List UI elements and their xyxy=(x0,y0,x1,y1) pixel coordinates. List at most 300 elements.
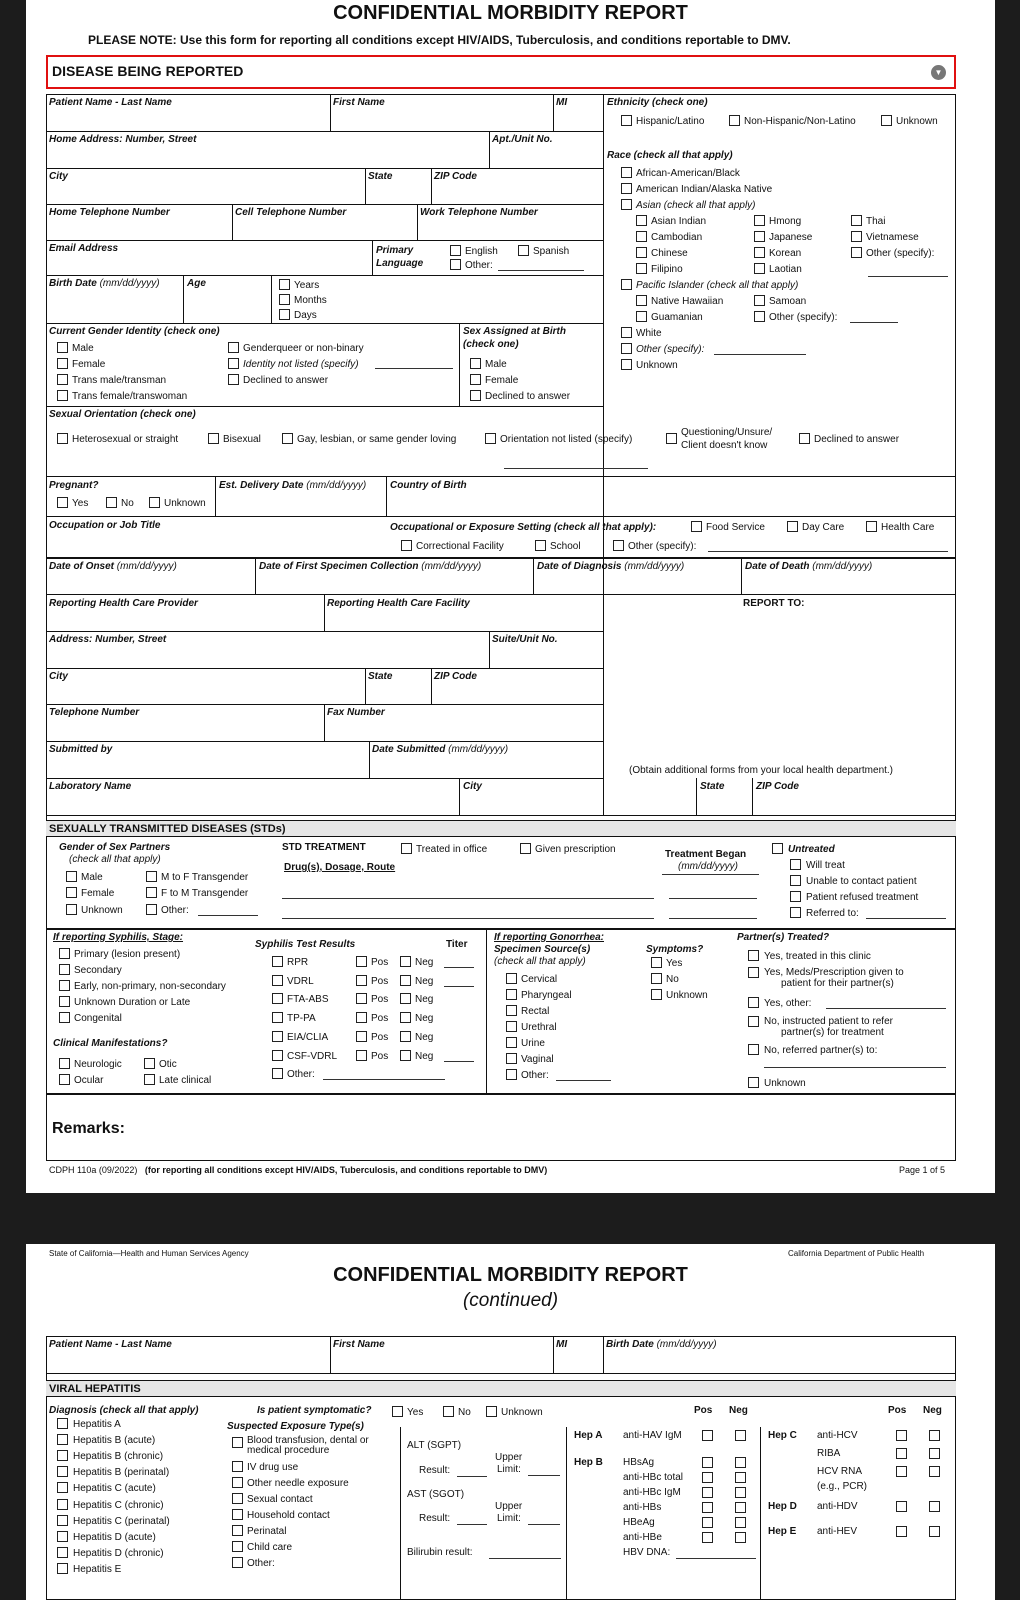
alt-result-label: Result: xyxy=(419,1465,451,1476)
race-black-checkbox[interactable] xyxy=(621,167,632,178)
apt-label: Apt./Unit No. xyxy=(492,134,553,145)
symp-yes-checkbox[interactable] xyxy=(651,957,662,968)
test-vdrl-titer-field[interactable] xyxy=(444,986,474,987)
death-date-label: Date of Death xyxy=(745,561,813,572)
clin-late-label: Late clinical xyxy=(159,1075,212,1086)
p2-birth-date-format: (mm/dd/yyyy) xyxy=(656,1339,717,1350)
page-2-subtitle: (continued) xyxy=(462,1290,559,1311)
sex-male-checkbox[interactable] xyxy=(470,358,481,369)
diag-hepatitis-b-perinatal-checkbox[interactable] xyxy=(57,1466,68,1477)
drugs-label: Drug(s), Dosage, Route xyxy=(284,862,396,873)
pt-clinic-checkbox[interactable] xyxy=(748,950,759,961)
asian-indian-checkbox[interactable] xyxy=(636,215,647,226)
exp-daycare-checkbox[interactable] xyxy=(787,521,798,532)
race-other-checkbox[interactable] xyxy=(621,343,632,354)
hepb-anti-hbc-total-neg-checkbox[interactable] xyxy=(735,1472,746,1483)
gender-transmale-checkbox[interactable] xyxy=(57,374,68,385)
spec-urethral-checkbox[interactable] xyxy=(506,1021,517,1032)
pacific-samoan-label: Samoan xyxy=(769,296,807,307)
orient-questioning-label: Questioning/Unsure/ xyxy=(681,427,773,438)
test-csf-vdrl-neg-checkbox[interactable] xyxy=(400,1050,411,1061)
exp-sexual-contact-checkbox[interactable] xyxy=(232,1493,243,1504)
p2-symp-no-checkbox[interactable] xyxy=(443,1406,454,1417)
asian-chinese-checkbox[interactable] xyxy=(636,247,647,258)
exp-food-checkbox[interactable] xyxy=(691,521,702,532)
diag-hepatitis-c-acute-checkbox[interactable] xyxy=(57,1482,68,1493)
age-days-checkbox[interactable] xyxy=(279,309,290,320)
p2-birth-date-label: Birth Date xyxy=(606,1339,657,1350)
test-other-label: Other: xyxy=(287,1069,315,1081)
orient-hetero-label: Heterosexual or straight xyxy=(72,434,179,445)
orient-notlisted-checkbox[interactable] xyxy=(485,433,496,444)
provider-city-label: City xyxy=(49,671,68,682)
exp-child-care-checkbox[interactable] xyxy=(232,1541,243,1552)
pt-unknown-checkbox[interactable] xyxy=(748,1077,759,1088)
std-treatment-label: STD TREATMENT xyxy=(282,842,366,853)
pt-referred-checkbox[interactable] xyxy=(748,1044,759,1055)
p2-symp-unknown-checkbox[interactable] xyxy=(486,1406,497,1417)
ast-upper-label: Upper xyxy=(495,1501,523,1512)
preg-yes-checkbox[interactable] xyxy=(57,497,68,508)
hepa-anti-hav-igm-neg-checkbox[interactable] xyxy=(735,1430,746,1441)
lang-other-checkbox[interactable] xyxy=(450,259,461,270)
race-asian-label: Asian (check all that apply) xyxy=(636,200,756,211)
hepb-anti-hbs-neg-checkbox[interactable] xyxy=(735,1502,746,1513)
stage-secondary-label: Secondary xyxy=(74,965,122,976)
diag-hepatitis-c-acute-label: Hepatitis C (acute) xyxy=(73,1483,156,1495)
hepc-anti-hcv-pos-checkbox[interactable] xyxy=(896,1430,907,1441)
diag-hepatitis-c-perinatal-label: Hepatitis C (perinatal) xyxy=(73,1515,170,1527)
stage-primary-checkbox[interactable] xyxy=(59,948,70,959)
partner-male-label: Male xyxy=(81,872,103,883)
partner-other-checkbox[interactable] xyxy=(146,904,157,915)
test-rpr-neg-checkbox[interactable] xyxy=(400,956,411,967)
hep-diagnosis-label: Diagnosis (check all that apply) xyxy=(49,1405,199,1416)
clin-neuro-checkbox[interactable] xyxy=(59,1058,70,1069)
age-years-label: Years xyxy=(294,280,320,291)
race-native-label: American Indian/Alaska Native xyxy=(636,184,773,195)
form-page-2 xyxy=(26,1244,995,1600)
diag-hepatitis-d-chronic-checkbox[interactable] xyxy=(57,1547,68,1558)
race-native-checkbox[interactable] xyxy=(621,183,632,194)
partner-female-checkbox[interactable] xyxy=(66,887,77,898)
p2-symp-unknown-label: Unknown xyxy=(501,1407,543,1418)
chevron-down-icon: ▼ xyxy=(931,65,946,80)
test-other-checkbox[interactable] xyxy=(272,1068,283,1079)
pt-instructed-checkbox[interactable] xyxy=(748,1016,759,1027)
diagnosis-date-format: (mm/dd/yyyy) xyxy=(624,561,685,572)
page-number: Page 1 of 5 xyxy=(899,1165,946,1175)
pacific-guamanian-checkbox[interactable] xyxy=(636,311,647,322)
page-2-title: CONFIDENTIAL MORBIDITY REPORT xyxy=(333,1264,688,1286)
p2-neg-header-2: Neg xyxy=(923,1405,942,1416)
asian-thai-checkbox[interactable] xyxy=(851,215,862,226)
hepb-anti-hbe-label: anti-HBe xyxy=(623,1532,662,1543)
p2-symp-no-label: No xyxy=(458,1407,471,1418)
titer-label: Titer xyxy=(446,939,468,950)
stage-late-checkbox[interactable] xyxy=(59,996,70,1007)
exp-other-checkbox[interactable] xyxy=(232,1557,243,1568)
delivery-date-format: (mm/dd/yyyy) xyxy=(306,480,367,491)
asian-vietnamese-label: Vietnamese xyxy=(866,232,919,243)
occupation-label: Occupation or Job Title xyxy=(49,520,161,531)
report-to-label: REPORT TO: xyxy=(743,598,805,609)
suite-label: Suite/Unit No. xyxy=(492,634,558,645)
facility-label: Reporting Health Care Facility xyxy=(327,598,470,609)
exp-child-care-label: Child care xyxy=(247,1542,293,1553)
test-tp-pa-checkbox[interactable] xyxy=(272,1012,283,1023)
diag-hepatitis-b-acute-checkbox[interactable] xyxy=(57,1434,68,1445)
pt-referred-label: No, referred partner(s) to: xyxy=(764,1045,878,1056)
exp-blood-checkbox[interactable] xyxy=(232,1437,243,1448)
race-pacific-checkbox[interactable] xyxy=(621,279,632,290)
test-rpr-label: RPR xyxy=(287,957,309,968)
exp-iv-drug-use-checkbox[interactable] xyxy=(232,1461,243,1472)
pt-meds-checkbox[interactable] xyxy=(748,967,759,978)
gender-nonbinary-checkbox[interactable] xyxy=(228,342,239,353)
asian-other-checkbox[interactable] xyxy=(851,247,862,258)
spec-cervical-label: Cervical xyxy=(521,974,558,985)
pacific-other-checkbox[interactable] xyxy=(754,311,765,322)
partner-mtf-label: M to F Transgender xyxy=(161,872,249,883)
hepb-anti-hbc-total-label: anti-HBc total xyxy=(623,1472,684,1483)
test-eia-clia-neg-checkbox[interactable] xyxy=(400,1031,411,1042)
hepb-anti-hbs-pos-checkbox[interactable] xyxy=(702,1502,713,1513)
will-treat-checkbox[interactable] xyxy=(790,859,801,870)
asian-vietnamese-checkbox[interactable] xyxy=(851,231,862,242)
gender-male-label: Male xyxy=(72,343,94,354)
test-tp-pa-neg-label: Neg xyxy=(415,1013,434,1025)
diag-hepatitis-d-acute-checkbox[interactable] xyxy=(57,1531,68,1542)
partner-ftm-checkbox[interactable] xyxy=(146,887,157,898)
gender-notlisted-checkbox[interactable] xyxy=(228,358,239,369)
hepb-hbsag-pos-checkbox[interactable] xyxy=(702,1457,713,1468)
diag-hepatitis-e-checkbox[interactable] xyxy=(57,1563,68,1574)
cell-phone-label: Cell Telephone Number xyxy=(235,207,347,218)
orient-hetero-checkbox[interactable] xyxy=(57,433,68,444)
hepd-anti-hdv-pos-checkbox[interactable] xyxy=(896,1501,907,1512)
exp-healthcare-label: Health Care xyxy=(881,522,935,533)
pt-clinic-label: Yes, treated in this clinic xyxy=(764,951,871,962)
hepc-riba-neg-checkbox[interactable] xyxy=(929,1448,940,1459)
diag-hepatitis-a-checkbox[interactable] xyxy=(57,1418,68,1429)
test-vdrl-checkbox[interactable] xyxy=(272,975,283,986)
test-csf-vdrl-pos-label: Pos xyxy=(371,1050,389,1062)
hepc-riba-pos-checkbox[interactable] xyxy=(896,1448,907,1459)
sex-female-checkbox[interactable] xyxy=(470,374,481,385)
eth-hispanic-checkbox[interactable] xyxy=(621,115,632,126)
test-tp-pa-pos-checkbox[interactable] xyxy=(356,1012,367,1023)
asian-cambodian-label: Cambodian xyxy=(651,232,703,243)
test-rpr-pos-checkbox[interactable] xyxy=(356,956,367,967)
hepb-anti-hbe-neg-checkbox[interactable] xyxy=(735,1532,746,1543)
lab-zip-label: ZIP Code xyxy=(756,781,799,792)
asian-japanese-label: Japanese xyxy=(769,232,813,243)
lang-english-label: English xyxy=(465,246,498,257)
stage-secondary-checkbox[interactable] xyxy=(59,964,70,975)
partner-male-checkbox[interactable] xyxy=(66,871,77,882)
date-submitted-format: (mm/dd/yyyy) xyxy=(448,744,509,755)
lang-spanish-label: Spanish xyxy=(533,246,570,257)
test-rpr-checkbox[interactable] xyxy=(272,956,283,967)
test-csf-vdrl-pos-checkbox[interactable] xyxy=(356,1050,367,1061)
pacific-hawaiian-checkbox[interactable] xyxy=(636,295,647,306)
race-white-label: White xyxy=(636,328,662,339)
symp-unknown-label: Unknown xyxy=(666,990,708,1001)
test-vdrl-neg-label: Neg xyxy=(415,975,434,987)
asian-filipino-checkbox[interactable] xyxy=(636,263,647,274)
hepb-anti-hbe-pos-checkbox[interactable] xyxy=(702,1532,713,1543)
spec-urethral-label: Urethral xyxy=(521,1022,557,1033)
hbv-dna-field[interactable] xyxy=(676,1558,756,1559)
test-eia-clia-checkbox[interactable] xyxy=(272,1031,283,1042)
hepc-riba-label: RIBA xyxy=(817,1448,841,1459)
gender-identity-label: Current Gender Identity (check one) xyxy=(49,326,220,337)
preg-no-checkbox[interactable] xyxy=(106,497,117,508)
orient-notlisted-label: Orientation not listed (specify) xyxy=(500,434,633,445)
untreated-checkbox[interactable] xyxy=(772,843,783,854)
syphilis-tests-label: Syphilis Test Results xyxy=(255,939,356,950)
asian-korean-checkbox[interactable] xyxy=(754,247,765,258)
p2-first-name-label: First Name xyxy=(333,1339,385,1350)
exp-iv-drug-use-label: IV drug use xyxy=(247,1462,299,1473)
city-label: City xyxy=(49,171,68,182)
race-other-label: Other (specify): xyxy=(636,344,705,355)
clin-late-checkbox[interactable] xyxy=(144,1074,155,1085)
exp-food-label: Food Service xyxy=(706,522,765,533)
test-vdrl-pos-checkbox[interactable] xyxy=(356,975,367,986)
test-fta-abs-pos-checkbox[interactable] xyxy=(356,993,367,1004)
symp-no-label: No xyxy=(666,974,679,985)
referred-to-checkbox[interactable] xyxy=(790,907,801,918)
hepc-hcv-rna-pos-checkbox[interactable] xyxy=(896,1466,907,1477)
test-csf-vdrl-checkbox[interactable] xyxy=(272,1050,283,1061)
asian-laotian-checkbox[interactable] xyxy=(754,263,765,274)
diag-hepatitis-c-chronic-checkbox[interactable] xyxy=(57,1499,68,1510)
test-csf-vdrl-neg-label: Neg xyxy=(415,1050,434,1062)
onset-format: (mm/dd/yyyy) xyxy=(116,561,177,572)
diag-hepatitis-d-acute-label: Hepatitis D (acute) xyxy=(73,1531,156,1543)
alt-label: ALT (SGPT) xyxy=(407,1440,462,1451)
pt-other-checkbox[interactable] xyxy=(748,997,759,1008)
hepb-hbeag-label: HBeAg xyxy=(623,1517,655,1528)
test-rpr-titer-field[interactable] xyxy=(444,967,474,968)
exp-perinatal-checkbox[interactable] xyxy=(232,1525,243,1536)
diag-hepatitis-b-chronic-label: Hepatitis B (chronic) xyxy=(73,1451,164,1463)
hepb-anti-hbc-igm-neg-checkbox[interactable] xyxy=(735,1487,746,1498)
eth-unknown-checkbox[interactable] xyxy=(881,115,892,126)
partner-mtf-checkbox[interactable] xyxy=(146,871,157,882)
hepb-anti-hbc-igm-pos-checkbox[interactable] xyxy=(702,1487,713,1498)
onset-label: Date of Onset xyxy=(49,561,117,572)
spec-other-checkbox[interactable] xyxy=(506,1069,517,1080)
stage-congenital-checkbox[interactable] xyxy=(59,1012,70,1023)
test-fta-abs-neg-checkbox[interactable] xyxy=(400,993,411,1004)
hepe-anti-hev-pos-checkbox[interactable] xyxy=(896,1526,907,1537)
form-page-1 xyxy=(26,0,995,1193)
hepb-hbv-dna-label: HBV DNA: xyxy=(623,1547,671,1558)
exp-blood-label: Blood transfusion, dental or xyxy=(247,1435,369,1446)
stage-early-label: Early, non-primary, non-secondary xyxy=(74,981,226,992)
specimen-label: Specimen Source(s) xyxy=(494,944,591,955)
patient-refused-checkbox[interactable] xyxy=(790,891,801,902)
hepc-anti-hcv-neg-checkbox[interactable] xyxy=(929,1430,940,1441)
test-tp-pa-label: TP-PA xyxy=(287,1013,316,1025)
race-white-checkbox[interactable] xyxy=(621,327,632,338)
gender-transfemale-label: Trans female/transwoman xyxy=(72,391,188,402)
diag-hepatitis-c-perinatal-checkbox[interactable] xyxy=(57,1515,68,1526)
partner-other-label: Other: xyxy=(161,905,189,916)
lang-english-checkbox[interactable] xyxy=(450,245,461,256)
age-years-checkbox[interactable] xyxy=(279,279,290,290)
gender-transfemale-checkbox[interactable] xyxy=(57,390,68,401)
exp-other-needle-exposure-checkbox[interactable] xyxy=(232,1477,243,1488)
symp-no-checkbox[interactable] xyxy=(651,973,662,984)
sex-partners-label-2: (check all that apply) xyxy=(69,854,161,865)
orient-bisexual-checkbox[interactable] xyxy=(208,433,219,444)
asian-japanese-checkbox[interactable] xyxy=(754,231,765,242)
test-tp-pa-neg-checkbox[interactable] xyxy=(400,1012,411,1023)
asian-filipino-label: Filipino xyxy=(651,264,683,275)
agency-right: California Department of Public Health xyxy=(788,1249,925,1258)
orient-gay-checkbox[interactable] xyxy=(282,433,293,444)
test-rpr-neg-label: Neg xyxy=(415,957,434,968)
eth-nonhispanic-checkbox[interactable] xyxy=(729,115,740,126)
orient-bisexual-label: Bisexual xyxy=(223,434,261,445)
hep-e-label: Hep E xyxy=(768,1526,797,1537)
age-months-checkbox[interactable] xyxy=(279,294,290,305)
test-vdrl-neg-checkbox[interactable] xyxy=(400,975,411,986)
spec-pharyngeal-checkbox[interactable] xyxy=(506,989,517,1000)
orient-gay-label: Gay, lesbian, or same gender loving xyxy=(297,434,457,445)
hepd-anti-hdv-neg-checkbox[interactable] xyxy=(929,1501,940,1512)
exp-household-contact-checkbox[interactable] xyxy=(232,1509,243,1520)
exp-school-label: School xyxy=(550,541,581,552)
preg-unknown-label: Unknown xyxy=(164,498,206,509)
specimen-label-2: (check all that apply) xyxy=(494,956,586,967)
sex-birth-label-2: (check one) xyxy=(463,339,519,350)
obtain-forms-note: (Obtain additional forms from your local health department.) xyxy=(629,765,894,776)
clin-ocular-checkbox[interactable] xyxy=(59,1074,70,1085)
preg-unknown-checkbox[interactable] xyxy=(149,497,160,508)
hepe-anti-hev-neg-checkbox[interactable] xyxy=(929,1526,940,1537)
orient-declined-checkbox[interactable] xyxy=(799,433,810,444)
diag-hepatitis-d-chronic-label: Hepatitis D (chronic) xyxy=(73,1547,164,1559)
test-fta-abs-checkbox[interactable] xyxy=(272,993,283,1004)
syphilis-stage-label: If reporting Syphilis, Stage: xyxy=(53,932,184,943)
given-rx-checkbox[interactable] xyxy=(520,843,531,854)
p2-symp-yes-checkbox[interactable] xyxy=(392,1406,403,1417)
asian-hmong-checkbox[interactable] xyxy=(754,215,765,226)
race-unknown-checkbox[interactable] xyxy=(621,359,632,370)
hepb-hbsag-neg-checkbox[interactable] xyxy=(735,1457,746,1468)
clin-otic-checkbox[interactable] xyxy=(144,1058,155,1069)
partner-unknown-checkbox[interactable] xyxy=(66,904,77,915)
exp-correctional-label: Correctional Facility xyxy=(416,541,504,552)
hepb-hbeag-neg-checkbox[interactable] xyxy=(735,1517,746,1528)
lang-spanish-checkbox[interactable] xyxy=(518,245,529,256)
clin-ocular-label: Ocular xyxy=(74,1075,104,1086)
telephone-label: Telephone Number xyxy=(49,707,140,718)
disease-select[interactable] xyxy=(46,55,956,89)
asian-cambodian-checkbox[interactable] xyxy=(636,231,647,242)
diag-hepatitis-b-chronic-checkbox[interactable] xyxy=(57,1450,68,1461)
hepa-anti-hav-igm-pos-checkbox[interactable] xyxy=(702,1430,713,1441)
eth-nonhispanic-label: Non-Hispanic/Non-Latino xyxy=(744,116,856,127)
orientation-label: Sexual Orientation (check one) xyxy=(49,409,196,420)
bilirubin-label: Bilirubin result: xyxy=(407,1547,473,1558)
gender-declined-label: Declined to answer xyxy=(243,375,329,386)
orient-questioning-checkbox[interactable] xyxy=(666,433,677,444)
exp-other-needle-exposure-label: Other needle exposure xyxy=(247,1478,349,1489)
exp-correctional-checkbox[interactable] xyxy=(401,540,412,551)
clin-otic-label: Otic xyxy=(159,1059,177,1070)
provider-label: Reporting Health Care Provider xyxy=(49,598,198,609)
gender-transmale-label: Trans male/transman xyxy=(72,375,167,386)
exp-other-checkbox[interactable] xyxy=(613,540,624,551)
patient-last-name-label: Patient Name - Last Name xyxy=(49,97,172,108)
exp-other-label: Other: xyxy=(247,1558,275,1569)
race-asian-checkbox[interactable] xyxy=(621,199,632,210)
spec-rectal-checkbox[interactable] xyxy=(506,1005,517,1016)
hepc-hcv-rna-label: HCV RNA xyxy=(817,1466,863,1477)
treated-office-checkbox[interactable] xyxy=(401,843,412,854)
spec-cervical-checkbox[interactable] xyxy=(506,973,517,984)
spec-urine-checkbox[interactable] xyxy=(506,1037,517,1048)
exp-daycare-label: Day Care xyxy=(802,522,845,533)
hep-b-label: Hep B xyxy=(574,1457,603,1468)
gender-female-checkbox[interactable] xyxy=(57,358,68,369)
test-eia-clia-pos-checkbox[interactable] xyxy=(356,1031,367,1042)
clin-neuro-label: Neurologic xyxy=(74,1059,122,1070)
unable-contact-checkbox[interactable] xyxy=(790,875,801,886)
form-note: PLEASE NOTE: Use this form for reporting all conditions except HIV/AIDS, Tuberculosis, and conditions reportable to DMV. xyxy=(88,33,791,47)
symptomatic-label: Is patient symptomatic? xyxy=(257,1405,372,1416)
exp-healthcare-checkbox[interactable] xyxy=(866,521,877,532)
referred-to-label: Referred to: xyxy=(806,908,859,919)
page-title: CONFIDENTIAL MORBIDITY REPORT xyxy=(333,2,688,24)
test-vdrl-label: VDRL xyxy=(287,975,314,987)
gender-declined-checkbox[interactable] xyxy=(228,374,239,385)
hepb-hbsag-label: HBsAg xyxy=(623,1457,655,1468)
p2-pos-header-2: Pos xyxy=(888,1405,907,1416)
p2-last-name-label: Patient Name - Last Name xyxy=(49,1339,172,1350)
asian-chinese-label: Chinese xyxy=(651,248,688,259)
diag-hepatitis-e-label: Hepatitis E xyxy=(73,1563,122,1575)
test-csf-vdrl-titer-field[interactable] xyxy=(444,1061,474,1062)
symp-unknown-checkbox[interactable] xyxy=(651,989,662,1000)
spec-vaginal-checkbox[interactable] xyxy=(506,1053,517,1064)
sex-declined-checkbox[interactable] xyxy=(470,390,481,401)
gender-male-checkbox[interactable] xyxy=(57,342,68,353)
stage-early-checkbox[interactable] xyxy=(59,980,70,991)
preg-no-label: No xyxy=(121,498,134,509)
birth-date-format: (mm/dd/yyyy) xyxy=(99,278,160,289)
hepc-hcv-rna-neg-checkbox[interactable] xyxy=(929,1466,940,1477)
state-label: State xyxy=(368,171,393,182)
birth-date-label: Birth Date xyxy=(49,278,100,289)
hepb-hbeag-pos-checkbox[interactable] xyxy=(702,1517,713,1528)
exp-school-checkbox[interactable] xyxy=(535,540,546,551)
p2-mi-label: MI xyxy=(556,1339,568,1350)
treated-office-label: Treated in office xyxy=(416,844,488,855)
gender-notlisted-label: Identity not listed (specify) xyxy=(243,359,359,370)
treatment-began-label: Treatment Began xyxy=(665,849,747,860)
test-other-field[interactable] xyxy=(323,1079,445,1080)
pacific-samoan-checkbox[interactable] xyxy=(754,295,765,306)
hepb-anti-hbc-total-pos-checkbox[interactable] xyxy=(702,1472,713,1483)
test-csf-vdrl-label: CSF-VDRL xyxy=(287,1050,338,1062)
